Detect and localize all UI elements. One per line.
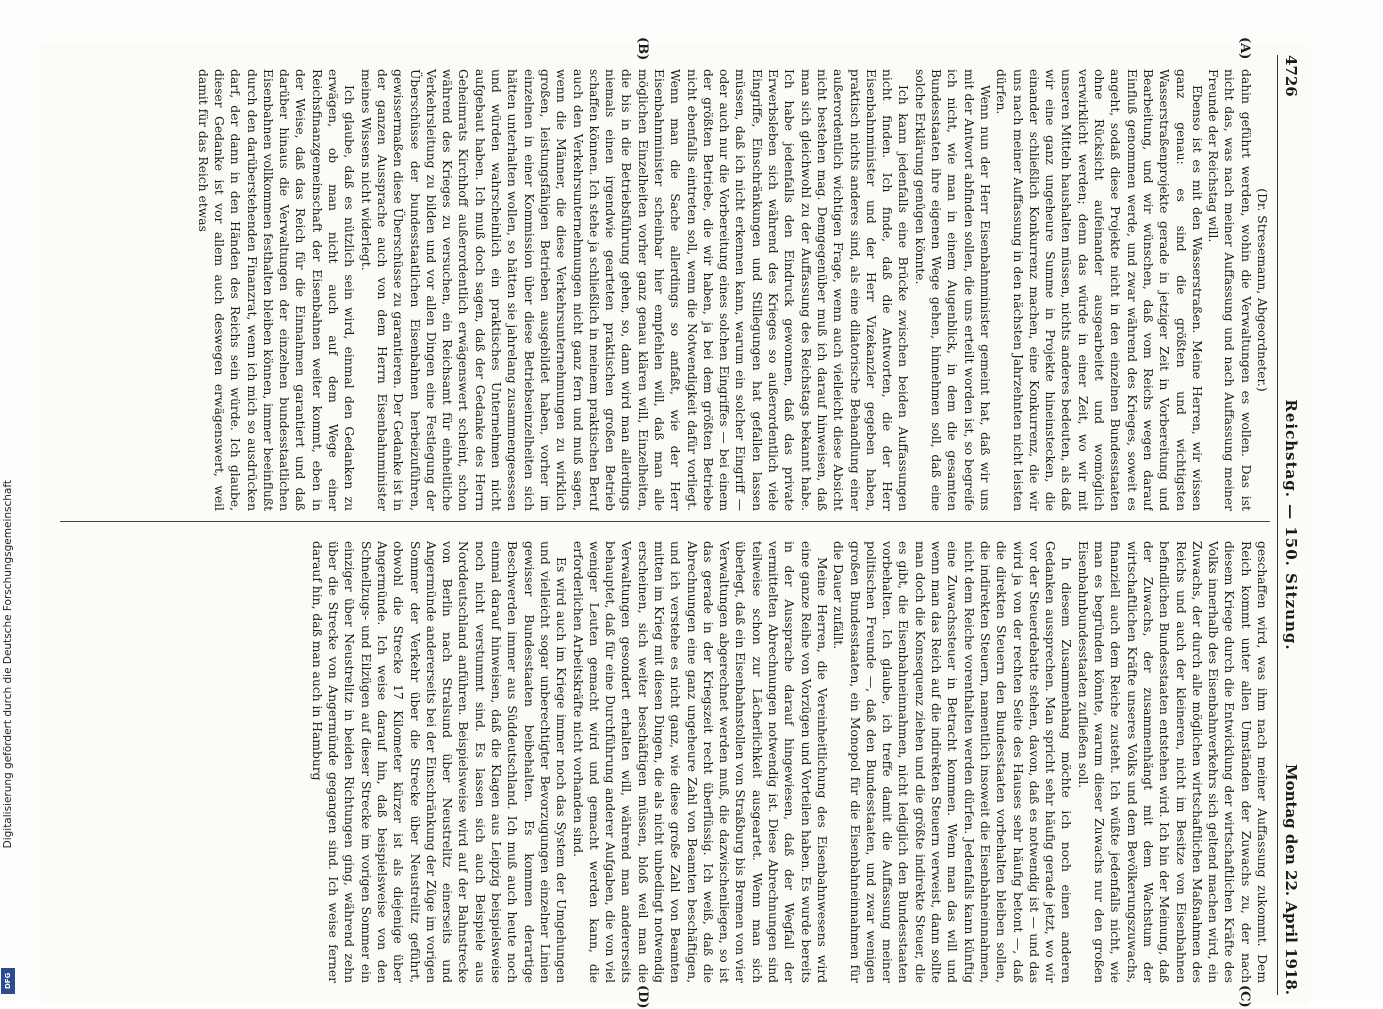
paragraph: Ebenso ist es mit den Wasserstraßen. Meine Herren, wir wissen ganz genau: es sind die größten und wichtigsten Wasserstraßenprojekte gerade in jetziger Zeit in Vorbereitung und Bearbeitung, und wir wünschen, daß vom Reichs wegen darauf Einfluß genommen werde, und zwar während des Krieges, soweit es angeht, sodaß diese Projekte nicht in den einzelnen Bundesstaaten ohne Rücksicht aufeinander ausgearbeitet und womöglich verwirklicht werden; denn das würde in einer Zeit, wo wir mit unseren Mitteln haushalten müssen, nichts anderes bedeuten, als daß wir eine ganz ungeheure Summe in Projekte hineinstecken, die einander schließlich Konkurrenz machen, eine Konkurrenz, die wir uns nach meiner Auffassung in den nächsten Jahrzehnten nicht leisten dürfen. xyxy=(994,69,1204,511)
paragraph: Es wird auch im Kriege immer noch das System der Umgehungen und vielleicht sogar unberechtigter Bevorzugungen einzelner Linien gewisser Bundesstaaten beibehalten. Es kommen derartige Beschwerden immer aus Süddeutschland. Ich muß auch heute noch einmal darauf hinweisen, daß die Klagen aus Leipzig beispielsweise noch nicht verstummt sind. Es lassen sich auch Beispiele aus Norddeutschland anführen. Beispielsweise wird auf der Bahnstrecke von Berlin nach Stralsund über Neustrelitz einerseits und Angermünde andererseits bei der Einschränkung der Züge im vorigen Sommer der Verkehr über die Strecke über Neustrelitz geführt, obwohl die Strecke 17 Kilometer kürzer ist als diejenige über Angermünde. Ich weise darauf hin, daß beispielsweise von den Schnellzugs- und Eilzügen auf dieser Strecke im vorigen Sommer ein einziger über Neustrelitz in beiden Richtungen ging, während zehn über die Strecke von Angermünde gegangen sind. Ich weise ferner darauf hin, daß man auch in Hamburg xyxy=(309,541,569,983)
paragraph: In diesem Zusammenhang möchte ich noch einen anderen Gedanken aussprechen. Man spricht sehr häufig gerade jetzt, wo wir vor der Steuerdebatte stehen, davon, daß es notwendig ist — und das wird ja von der rechten Seite des Hauses sehr häufig betont —, daß die direkten Steuern den Bundesstaaten vorbehalten bleiben sollen, die indirekten Steuern, namentlich insoweit die Eisenbahneinnahmen, nicht dem Reiche vorenthalten werden dürfen. Jedenfalls kann künftig eine Zuwachssteuer in Betracht kommen. Wenn man das will und wenn man das Reich auf die indirekten Steuern verweist, dann sollte man doch die Konsequenz ziehen und die größte indirekte Steuer, die es gibt, die Eisenbahneinnahmen, nicht lediglich den Bundesstaaten vorbehalten. Ich glaube, ich treffe damit die Auffassung meiner politischen Freunde —, daß den Bundesstaaten, und zwar wenigen großen Bundesstaaten, ein Monopol für die Eisenbahneinnahmen für die Dauer zufällt. xyxy=(831,541,1074,983)
paragraph: Meine Herren, die Vereinheitlichung des Eisenbahnwesens wird eine ganze Reihe von Vorzügen und Vorteilen haben. Es wurde bereits in der Aussprache darauf hingewiesen, daß der Wegfall der vermittelten Abrechnungen notwendig ist. Diese Abrechnungen sind teilweise schon zur Lächerlichkeit ausgeartet. Wenn man sich überlegt, daß ein Eisenbahnstollen von Straßburg bis Bremen von vier Verwaltungen abgerechnet werden muß, die dazwischenliegen, so ist das gerade in der Kriegszeit recht überflüssig. Ich weiß, daß die Abrechnungen eine ganz ungeheure Zahl von Beamten beschäftigen, und ich verstehe es nicht ganz, wie diese große Zahl von Beamten mitten im Krieg mit diesen Dingen, die als nicht unbedingt notwendig erscheinen, sich weiter beschäftigen müssen, bloß weil man die Verwaltungen gesondert erhalten will, während man andererseits behauptet, daß für eine Durchführung anderer Aufgaben, die von viel weniger Leuten gemacht wird und gemacht werden kann, die erforderlichen Arbeitskräfte nicht vorhanden sind. xyxy=(570,541,829,983)
right-column xyxy=(55,541,1270,983)
margin-mark-c: (C) xyxy=(1237,985,1252,1008)
paragraph: geschaffen wird, was ihm nach meiner Auffassung zukommt. Dem Reich kommt unter allen Umständen der Zuwachs zu, der nach diesem Kriege durch die Entwicklung der wirtschaftlichen Kräfte des Volks innerhalb des Eisenbahnverkehrs sich geltend machen wird, ein Zuwachs, der durch alle möglichen wirtschaftlichen Maßnahmen des Reichs und auch der kleineren, nicht im Besitze von Eisenbahnen befindlichen Bundesstaaten entstehen wird. Ich bin der Meinung, daß der Zuwachs, der zusammenhängt mit dem Wachstum der wirtschaftlichen Kräfte unseres Volks und dem Bevölkerungszuwachs, finanziell auch dem Reiche zusteht. Ich wüßte jedenfalls nicht, wie man es begründen könnte, warum dieser Zuwachs nur den großen Eisenbahnbundesstaaten zufließen soll. xyxy=(1075,541,1269,983)
digitization-credit: Digitalisierung gefördert durch die Deutsche Forschungsgemeinschaft xyxy=(2,480,14,849)
speaker-line: (Dr. Stresemann, Abgeordneter.) xyxy=(1255,188,1269,392)
session-date: Montag den 22. April 1918. xyxy=(1282,764,1300,995)
page-number: 4726 xyxy=(1282,55,1300,97)
dfg-logo: DFG xyxy=(1,968,15,994)
page-header xyxy=(1277,55,1302,995)
paragraph: Ich glaube, daß es nützlich sein wird, einmal den Gedanken zu erwägen, ob man nicht auch auf dem Wege einer Reichsfinanzgemeinschaft der Eisenbahnen weiter kommt, eben in der Weise, daß das Reich für die Einnahmen garantiert und daß darüber hinaus die Verwaltungen der einzelnen bundesstaatlichen Eisenbahnen vollkommen festhalten bleiben können, immer beeinflußt durch den darüberstehenden Finanzrat, wenn ich mich so ausdrücken darf, der dann in den Händen des Reichs sein würde. Ich glaube, dieser Gedanke ist vor allem auch deswegen erwägenswert, weil damit für das Reich etwas xyxy=(195,69,357,511)
paragraph: dahin geführt werden, wohin die Verwaltungen es wollen. Das ist nicht das, was nach meiner Auffassung und nach Auffassung meiner Freunde der Reichstag will. xyxy=(1206,69,1253,511)
paragraph: Wenn nun der Herr Eisenbahnminister gemeint hat, daß wir uns mit der Antwort abfinden sollen, die uns erteilt worden ist, so begreife ich nicht, wie man in einem Augenblick, in dem die gesamten Bundesstaaten ihre eigenen Wege gehen, hinnehmen soll, daß eine solche Erklärung genügen könnte. xyxy=(912,69,992,511)
rotated-document-page xyxy=(40,37,1310,1009)
margin-mark-a: (A) xyxy=(1237,37,1252,60)
margin-mark-d: (D) xyxy=(635,985,650,1009)
column-divider xyxy=(60,521,1270,522)
paragraph: Ich kann jedenfalls eine Brücke zwischen beiden Auffassungen nicht finden. Ich finde, daß die Antworten, die der Herr Eisenbahnminister und der Herr Vizekanzler gegeben haben, praktisch nichts anderes sind, als eine dilatorische Behandlung einer außerordentlich wichtigen Frage, wenn auch vielleicht diese Absicht nicht bestehen mag. Demgegenüber muß ich darauf hinweisen, daß man sich gleichwohl zu der Auffassung des Reichstags bekannt habe. Ich habe jedenfalls den Eindruck gewonnen, daß das private Erwerbsleben sich während des Krieges so außerordentlich viele Eingriffe, Einschränkungen und Stillegungen hat gefallen lassen müssen, daß ich nicht erkennen kann, warum ein solcher Eingriff — oder auch nur die Vorbereitung eines solchen Eingriffes — bei einem der größten Betriebe, die wir haben, ja bei dem größten Betriebe nicht ebenfalls eintreten soll, wenn die Notwendigkeit dafür vorliegt. Wenn man die Sache allerdings so anfaßt, wie der Herr Eisenbahnminister scheinbar hier empfehlen will, daß man alle möglichen Einzelheiten vorher ganz genau klären will, Einzelheiten, die bis in die Betriebsführung gehen, so, dann wird man allerdings niemals einen irgendwie gearteten praktischen großen Betrieb schaffen können. Ich stehe ja schließlich in meinem praktischen Beruf auch den Verkehrsunternehmungen nicht ganz fern und muß sagen, wenn die Männer, die diese Verkehrsunternehmungen zu wirklich großen, leistungsfähigen Betrieben ausgebildet haben, vorher im einzelnen in einer Kommission über diese Betriebseinzelheiten sich hätten unterhalten wollen, so hätten sie jahrelang zusammengesessen und würden wahrscheinlich ein praktisches Unternehmen nicht aufgebaut haben. Ich muß doch sagen, daß der Gedanke des Herrn Geheimrats Kirchhoff außerordentlich erwägenswert scheint, schon während des Krieges zu versuchen, ein Reichsamt für einheitliche Verkehrsleitung zu bilden und vor allen Dingen eine Festlegung der Überschüsse der bundesstaatlichen Eisenbahnen herbeizuführen, gewissermaßen diese Überschüsse zu garantieren. Der Gedanke ist in der ganzen Aussprache auch von dem Herrn Eisenbahnminister meines Wissens nicht widerlegt. xyxy=(358,69,911,511)
margin-mark-b: (B) xyxy=(635,37,650,61)
session-title: Reichstag. — 150. Sitzung. xyxy=(1282,399,1300,651)
left-column xyxy=(55,69,1270,511)
